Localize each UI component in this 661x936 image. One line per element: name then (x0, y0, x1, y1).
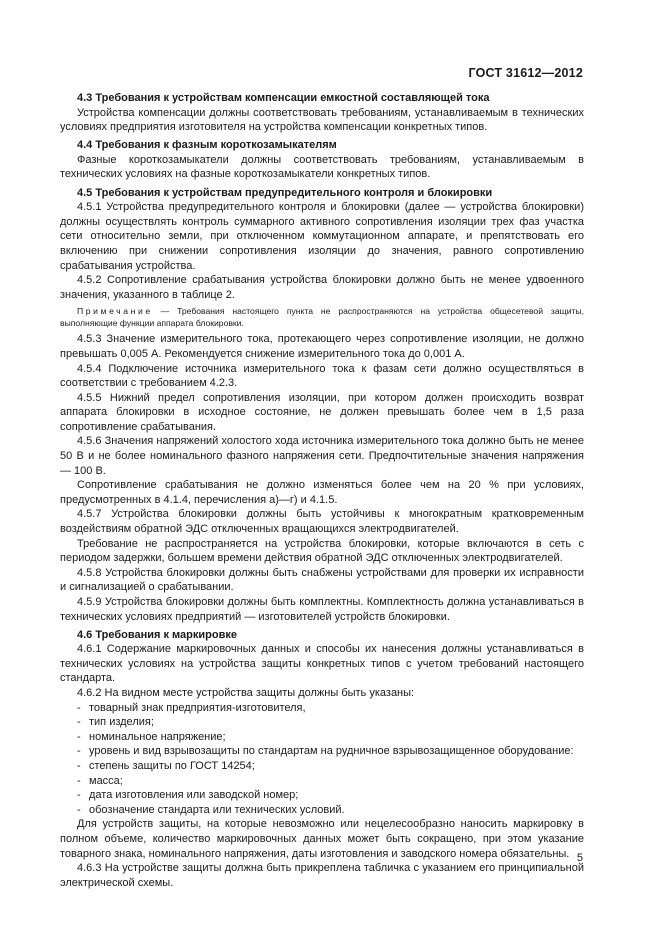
clause-4-5-7: 4.5.7 Устройства блокировки должны быть устойчивы к многократным кратковременным воздействиям обратной ЭДС отключенных вращающихся электродвигателей. (60, 508, 584, 536)
section-4-5-title: 4.5 Требования к устройствам предупредительного контроля и блокировки (77, 186, 493, 199)
paragraph: Требование не распространяется на устройства блокировки, которые включаются в сеть с периодом задержки, большем времени действия обратной ЭДС отключенных электродвигателей. (60, 537, 584, 565)
section-4-6-title: 4.6 Требования к маркировке (77, 628, 237, 641)
note (60, 305, 584, 329)
standard-code: ГОСТ 31612—2012 (468, 66, 583, 80)
list-item: - номинальное напряжение; (77, 730, 226, 743)
section-4-4-title: 4.4 Требования к фазным короткозамыкателям (77, 139, 337, 152)
clause-4-6-3: 4.6.3 На устройстве защиты должна быть прикреплена табличка с указанием его принципиальной электрической схемы. (60, 862, 584, 889)
clause-4-5-3: 4.5.3 Значение измерительного тока, протекающего через сопротивление изоляции, не должно превышать 0,005 А. Рекомендуется снижение измерительного тока до 0,001 А. (60, 333, 584, 360)
list-item: - товарный знак предприятия-изготовителя, (77, 701, 306, 714)
list-item: - масса; (77, 774, 123, 787)
clause-4-5-2: 4.5.2 Сопротивление срабатывания устройства блокировки должно быть не менее удвоенного значения, указанного в таблице 2. (60, 274, 584, 301)
clause-4-5-4: 4.5.4 Подключение источника измерительного тока к фазам сети должно осуществляться в соответствии с требованием 4.2.3. (60, 362, 584, 390)
note-text: — Требования настоящего пункта не распространяются на устройства общесетевой защиты, выполняющие функции аппарата блокировки. (60, 306, 584, 329)
clause-4-6-2: 4.6.2 На видном месте устройства защиты должны быть указаны: (77, 687, 415, 700)
clause-4-6-1: 4.6.1 Содержание маркировочных данных и способы их нанесения должны устанавливаться в технических условиях на устройства защиты конкретных типов с учетом требований настоящего стандарта. (60, 643, 584, 685)
list-item: - уровень и вид взрывозащиты по стандартам на рудничное взрывозащищенное оборудование: (77, 745, 574, 758)
section-4-3-title: 4.3 Требования к устройствам компенсации емкостной составляющей тока (77, 92, 490, 104)
page-number: 5 (576, 852, 583, 864)
paragraph: Фазные короткозамыкатели должны соответствовать требованиям, устанавливаемым в технических условиях на фазные короткозамыкатели конкретных типов. (60, 153, 584, 181)
clause-4-5-9: 4.5.9 Устройства блокировки должны быть комплектны. Комплектность должна устанавливаться в технических условиях предприятий — изготовителей устройств блокировки. (60, 596, 584, 623)
clause-4-5-8: 4.5.8 Устройства блокировки должны быть снабжены устройствами для проверки их исправности и сигнализацией о срабатывании. (60, 566, 584, 594)
paragraph: Сопротивление срабатывания не должно изменяться более чем на 20 % при условиях, предусмотренных в 4.1.4, перечисления а)—г) и 4.1.5. (60, 479, 584, 506)
clause-4-5-1: 4.5.1 Устройства предупредительного контроля и блокировки (далее — устройства блокировки) должны осуществлять контроль суммарного активного сопротивления изоляции трех фаз участка сети относительно земли, при отключенном коммутационном аппарате, и препятствовать его включению при снижении сопротивления изоляции до значения, равного сопротивлению срабатывания устройства. (60, 201, 584, 272)
paragraph: Для устройств защиты, на которые невозможно или нецелесообразно наносить маркировку в полном объеме, количество маркировочных данных может быть сокращено, при этом указание товарного знака, номинального напряжения, даты изготовления и заводского номера обязательны. (60, 818, 584, 860)
list-item: - дата изготовления или заводской номер; (77, 789, 299, 802)
list-item: - тип изделия; (77, 716, 154, 729)
clause-4-5-6: 4.5.6 Значения напряжений холостого хода источника измерительного тока должно быть не менее 50 В и не более номинального фазного напряжения сети. Предпочтительные значения напряжения — 100 В. (60, 435, 584, 477)
document-body (60, 91, 584, 890)
list-item: - степень защиты по ГОСТ 14254; (77, 760, 255, 773)
list-item: - обозначение стандарта или технических условий. (77, 803, 345, 816)
clause-4-5-5: 4.5.5 Нижний предел сопротивления изоляции, при котором должен происходить возврат аппарата блокировки в исходное состояние, не должен превышать более чем в 1,5 раза сопротивление срабатывания. (60, 391, 584, 433)
marking-list (60, 701, 584, 818)
note-label: Примечание (77, 306, 153, 317)
paragraph: Устройства компенсации должны соответствовать требованиям, устанавливаемым в технических условиях предприятия изготовителя на устройства компенсации конкретных типов. (60, 106, 584, 134)
